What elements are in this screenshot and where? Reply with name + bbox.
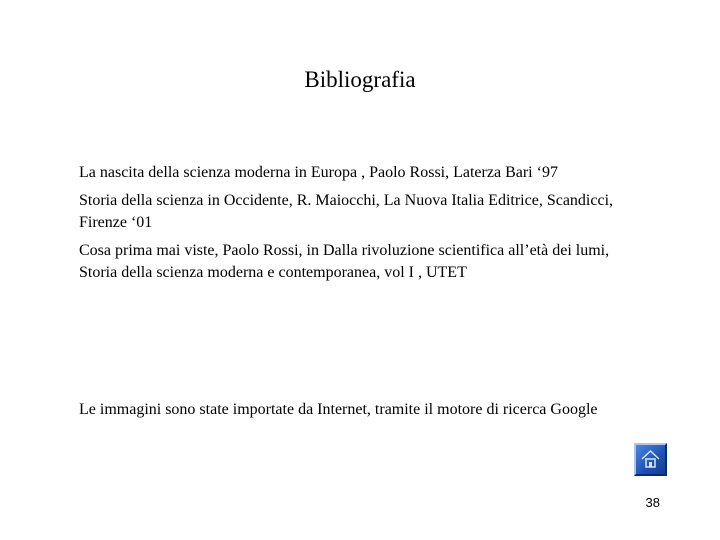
- page-number: 38: [645, 495, 660, 510]
- image-credits: Le immagini sono state importate da Internet, tramite il motore di ricerca Google: [79, 401, 598, 418]
- home-icon: [636, 445, 665, 474]
- slide-title: Bibliografia: [304, 67, 416, 92]
- reference-item: La nascita della scienza moderna in Europa , Paolo Rossi, Laterza Bari ‘97: [79, 164, 558, 181]
- reference-list: [79, 162, 649, 290]
- home-button[interactable]: [634, 443, 667, 476]
- reference-item: Cosa prima mai viste, Paolo Rossi, in Dalla rivoluzione scientifica all’età dei lumi, Storia della scienza moderna e contemporanea, vol I , UTET: [79, 242, 610, 281]
- reference-item: Storia della scienza in Occidente, R. Maiocchi, La Nuova Italia Editrice, Scandicci, Firenze ‘01: [79, 192, 614, 231]
